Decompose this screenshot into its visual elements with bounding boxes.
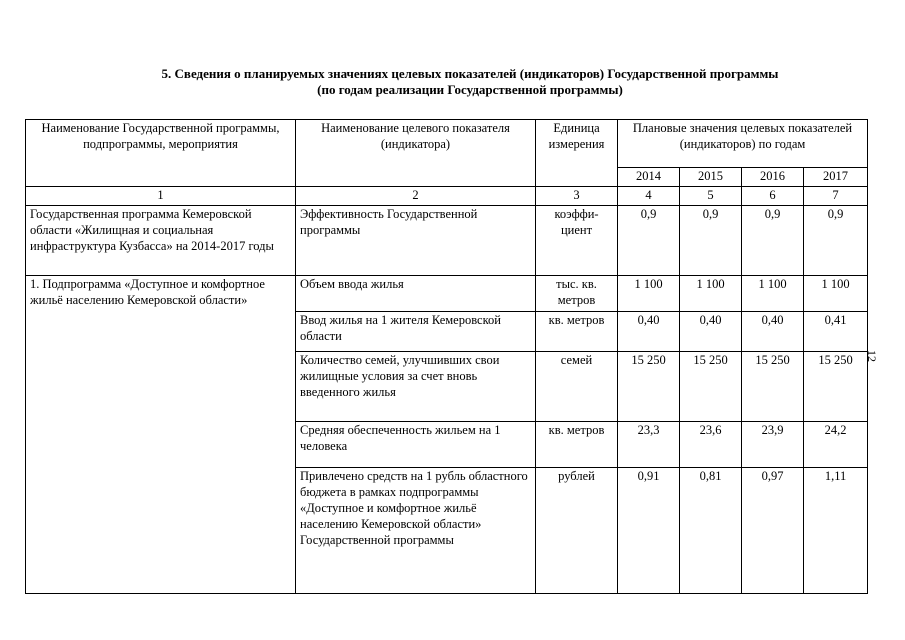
value-cell: 0,9 xyxy=(804,206,868,276)
value-cell: 15 250 xyxy=(742,352,804,422)
value-cell: 0,9 xyxy=(680,206,742,276)
header-program-name: Наименование Государственной программы, подпрограммы, мероприятия xyxy=(26,120,296,187)
unit-cell: семей xyxy=(536,352,618,422)
header-year: 2015 xyxy=(680,168,742,187)
table-row xyxy=(26,276,868,312)
column-number: 7 xyxy=(804,187,868,206)
value-cell: 0,9 xyxy=(618,206,680,276)
header-year: 2014 xyxy=(618,168,680,187)
column-numbers-row xyxy=(26,187,868,206)
column-number: 5 xyxy=(680,187,742,206)
page-number: 12 xyxy=(865,350,879,362)
unit-cell: тыс. кв. метров xyxy=(536,276,618,312)
header-year: 2016 xyxy=(742,168,804,187)
column-number: 6 xyxy=(742,187,804,206)
value-cell: 24,2 xyxy=(804,422,868,468)
column-number: 1 xyxy=(26,187,296,206)
title-line-2: (по годам реализации Государственной программы) xyxy=(317,82,623,97)
table-row xyxy=(26,206,868,276)
value-cell: 15 250 xyxy=(618,352,680,422)
column-number: 4 xyxy=(618,187,680,206)
program-name-cell: Государственная программа Кемеровской области «Жилищная и социальная инфраструктура Кузбасса» на 2014-2017 годы xyxy=(26,206,296,276)
unit-cell: коэффи-циент xyxy=(536,206,618,276)
value-cell: 23,6 xyxy=(680,422,742,468)
value-cell: 0,9 xyxy=(742,206,804,276)
value-cell: 1 100 xyxy=(680,276,742,312)
value-cell: 1,11 xyxy=(804,468,868,594)
subprogram-name-cell: 1. Подпрограмма «Доступное и комфортное жильё населению Кемеровской области» xyxy=(26,276,296,594)
indicators-table xyxy=(25,119,868,594)
column-number: 3 xyxy=(536,187,618,206)
header-indicator-name: Наименование целевого показателя (индикатора) xyxy=(296,120,536,187)
value-cell: 0,41 xyxy=(804,312,868,352)
header-planned-values: Плановые значения целевых показателей (индикаторов) по годам xyxy=(618,120,868,168)
unit-cell: рублей xyxy=(536,468,618,594)
value-cell: 0,40 xyxy=(618,312,680,352)
page-title xyxy=(40,66,900,98)
value-cell: 15 250 xyxy=(680,352,742,422)
value-cell: 0,81 xyxy=(680,468,742,594)
value-cell: 1 100 xyxy=(618,276,680,312)
header-unit: Единица измерения xyxy=(536,120,618,187)
indicator-cell: Эффективность Государственной программы xyxy=(296,206,536,276)
column-number: 2 xyxy=(296,187,536,206)
value-cell: 0,91 xyxy=(618,468,680,594)
indicator-cell: Средняя обеспеченность жильем на 1 человека xyxy=(296,422,536,468)
value-cell: 23,3 xyxy=(618,422,680,468)
header-year: 2017 xyxy=(804,168,868,187)
value-cell: 1 100 xyxy=(742,276,804,312)
value-cell: 1 100 xyxy=(804,276,868,312)
unit-cell: кв. метров xyxy=(536,312,618,352)
indicator-cell: Ввод жилья на 1 жителя Кемеровской области xyxy=(296,312,536,352)
value-cell: 0,40 xyxy=(680,312,742,352)
value-cell: 15 250 xyxy=(804,352,868,422)
indicator-cell: Привлечено средств на 1 рубль областного бюджета в рамках подпрограммы «Доступное и комфортное жильё населению Кемеровской области» Государственной программы xyxy=(296,468,536,594)
indicator-cell: Объем ввода жилья xyxy=(296,276,536,312)
value-cell: 23,9 xyxy=(742,422,804,468)
indicator-cell: Количество семей, улучшивших свои жилищные условия за счет вновь введенного жилья xyxy=(296,352,536,422)
title-line-1: 5. Сведения о планируемых значениях целевых показателей (индикаторов) Государственной программы xyxy=(161,66,779,81)
value-cell: 0,40 xyxy=(742,312,804,352)
unit-cell: кв. метров xyxy=(536,422,618,468)
value-cell: 0,97 xyxy=(742,468,804,594)
header-row xyxy=(26,120,868,168)
